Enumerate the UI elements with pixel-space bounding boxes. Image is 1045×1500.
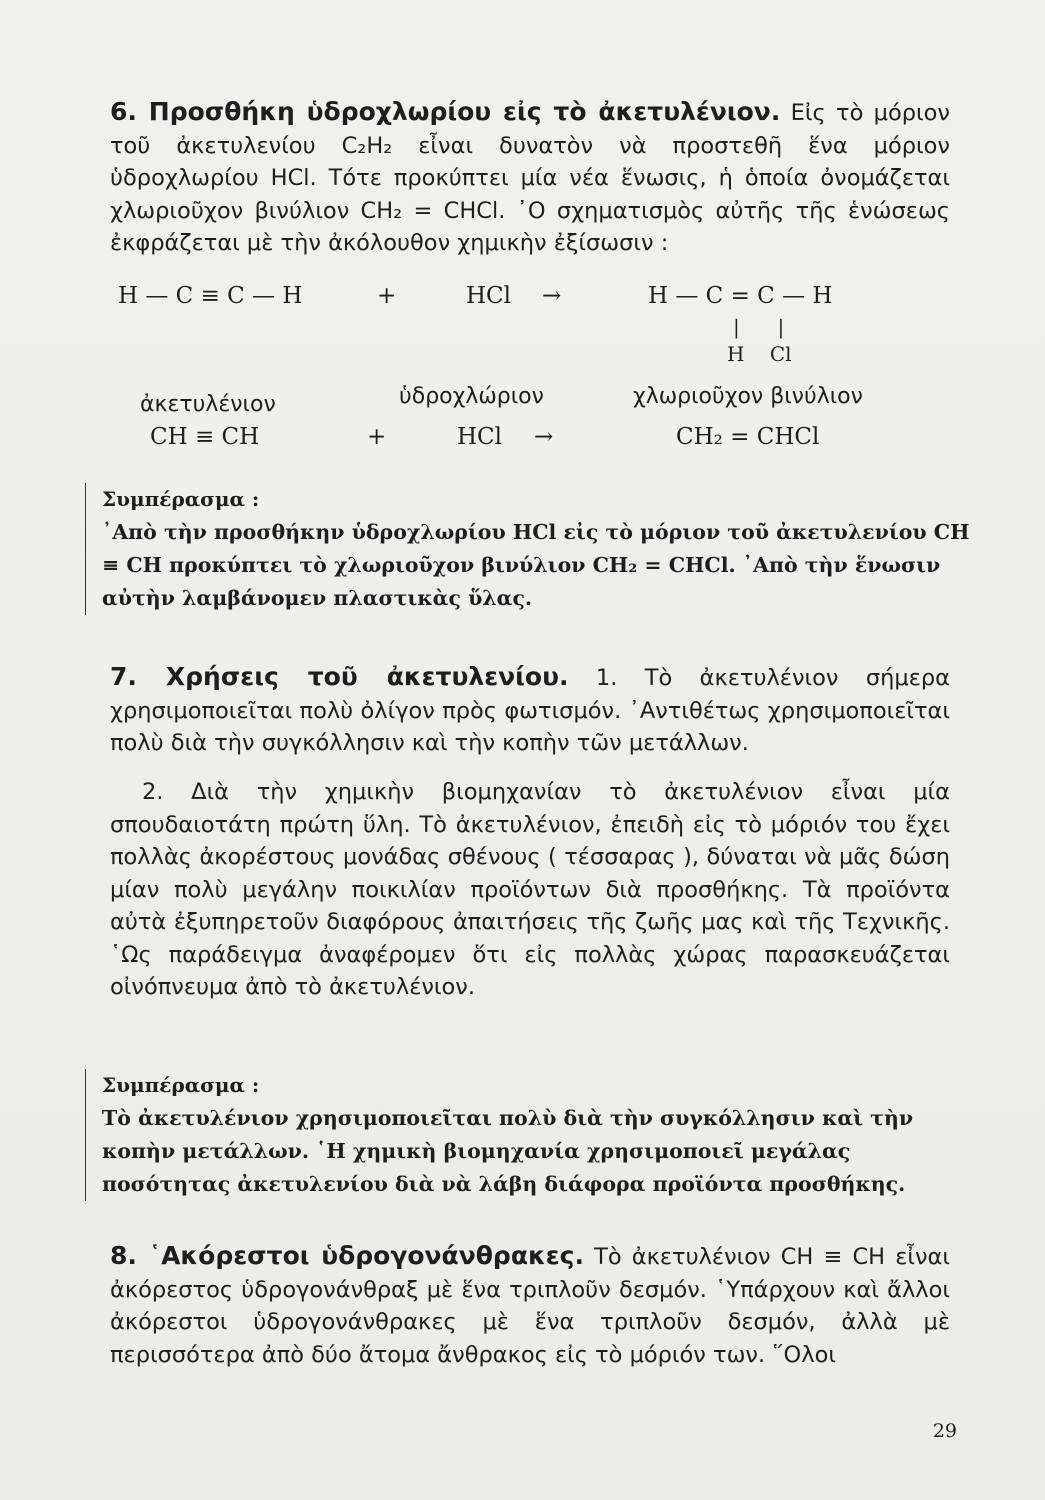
page-number: 29 [932, 1420, 957, 1442]
summary-box-1 [85, 483, 972, 615]
summary-box-2 [85, 1069, 972, 1201]
section-7-paragraph-2 [110, 776, 950, 1004]
section-7-paragraph-1 [110, 661, 950, 760]
section-7-heading: 7. Χρήσεις τοῦ ἀκετυλενίου. [110, 662, 569, 691]
section-6-text: Εἰς τὸ μόριον τοῦ ἀκετυλενίου C₂H₂ εἶναι δυνατὸν νὰ προστεθῆ ἕνα μόριον ὑδροχλωρίου HCl. Τότε προκύπτει μία νέα ἕνωσις, ἡ ὁποία ὀνομάζεται χλωριοῦχον βινύλιον CH₂ = CHCl. ᾽Ο σχηματισμὸς αὐτῆς τῆς ἑνώσεως ἐκφράζεται μὲ τὴν ἀκόλουθον χημικὴν ἐξίσωσιν : [110, 100, 950, 256]
label-hcl: ὑδροχλώριον [399, 384, 544, 409]
bond-marks: | | [733, 315, 786, 339]
reaction-arrow-2: → [534, 424, 554, 450]
hcl-formula-1: HCl [466, 283, 512, 309]
label-acetylene: ἀκετυλένιον [140, 392, 276, 417]
section-8-text: Τὸ ἀκετυλένιον CH ≡ CH εἶναι ἀκόρεστος ὑδρογονάνθραξ μὲ ἕνα τριπλοῦν δεσμόν. ῾Υπάρχουν καὶ ἄλλοι ἀκόρεστοι ὑδρογονάνθρακες μὲ ἕνα τριπλοῦν δεσμόν, ἀλλὰ μὲ περισσότερα ἀπὸ δύο ἄτομα ἄνθρακος εἰς τὸ μόριόν των. ῞Ολοι [110, 1244, 951, 1368]
summary-2-title: Συμπέρασμα : [102, 1073, 260, 1097]
vinyl-chloride-condensed: CH₂ = CHCl [676, 424, 820, 450]
substituents: H Cl [727, 342, 792, 366]
section-8-paragraph [110, 1240, 950, 1371]
plus-sign-1: + [377, 283, 397, 309]
hcl-formula-2: HCl [457, 424, 503, 450]
acetylene-condensed: CH ≡ CH [150, 424, 260, 450]
vinyl-chloride-structural: H — C = C — H [648, 283, 833, 309]
acetylene-structural: H — C ≡ C — H [118, 283, 303, 309]
section-8-heading: 8. ῾Ακόρεστοι ὑδρογονάνθρακες. [110, 1241, 584, 1270]
section-7-text-1: 1. Τὸ ἀκετυλένιον σήμερα χρησιμοποιεῖται πολὺ ὀλίγον πρὸς φωτισμόν. ᾽Αντιθέτως χρησιμοποιεῖται πολὺ διὰ τὴν συγκόλλησιν καὶ τὴν κοπὴν τῶν μετάλλων. [110, 665, 951, 756]
summary-2-text: Τὸ ἀκετυλένιον χρησιμοποιεῖται πολὺ διὰ τὴν συγκόλλησιν καὶ τὴν κοπὴν μετάλλων. ῾Η χημικὴ βιομηχανία χρησιμοποιεῖ μεγάλας ποσότητας ἀκετυλενίου διὰ νὰ λάβη διάφορα προϊόντα προσθήκης. [102, 1106, 914, 1196]
section-6-heading: 6. Προσθήκη ὑδροχλωρίου εἰς τὸ ἀκετυλένιον. [110, 97, 781, 126]
summary-1-title: Συμπέρασμα : [102, 487, 260, 511]
summary-1-text: ᾽Απὸ τὴν προσθήκην ὑδροχλωρίου HCl εἰς τὸ μόριον τοῦ ἀκετυλενίου CH ≡ CH προκύπτει τὸ χλωριοῦχον βινύλιον CH₂ = CHCl. ᾽Απὸ τὴν ἕνωσιν αὐτὴν λαμβάνομεν πλαστικὰς ὕλας. [102, 520, 970, 610]
label-vinyl-chloride: χλωριοῦχον βινύλιον [633, 384, 863, 409]
plus-sign-2: + [367, 424, 387, 450]
section-7-text-2: 2. Διὰ τὴν χημικὴν βιομηχανίαν τὸ ἀκετυλένιον εἶναι μία σπουδαιοτάτη πρώτη ὕλη. Τὸ ἀκετυλένιον, ἐπειδὴ εἰς τὸ μόριόν του ἔχει πολλὰς ἀκορέστους μονάδας σθένους ( τέσσαρας ), δύναται νὰ μᾶς δώση μίαν πολὺ μεγάλην ποικιλίαν προϊόντων διὰ προσθήκης. Τὰ προϊόντα αὐτὰ ἐξυπηρετοῦν διαφόρους ἀπαιτήσεις τῆς ζωῆς μας καὶ τῆς Τεχνικῆς. ῾Ως παράδειγμα ἀναφέρομεν ὅτι εἰς πολλὰς χώρας παρασκευάζεται οἰνόπνευμα ἀπὸ τὸ ἀκετυλένιον. [110, 779, 950, 1000]
section-6-paragraph [110, 96, 950, 260]
reaction-arrow-1: → [542, 283, 562, 309]
